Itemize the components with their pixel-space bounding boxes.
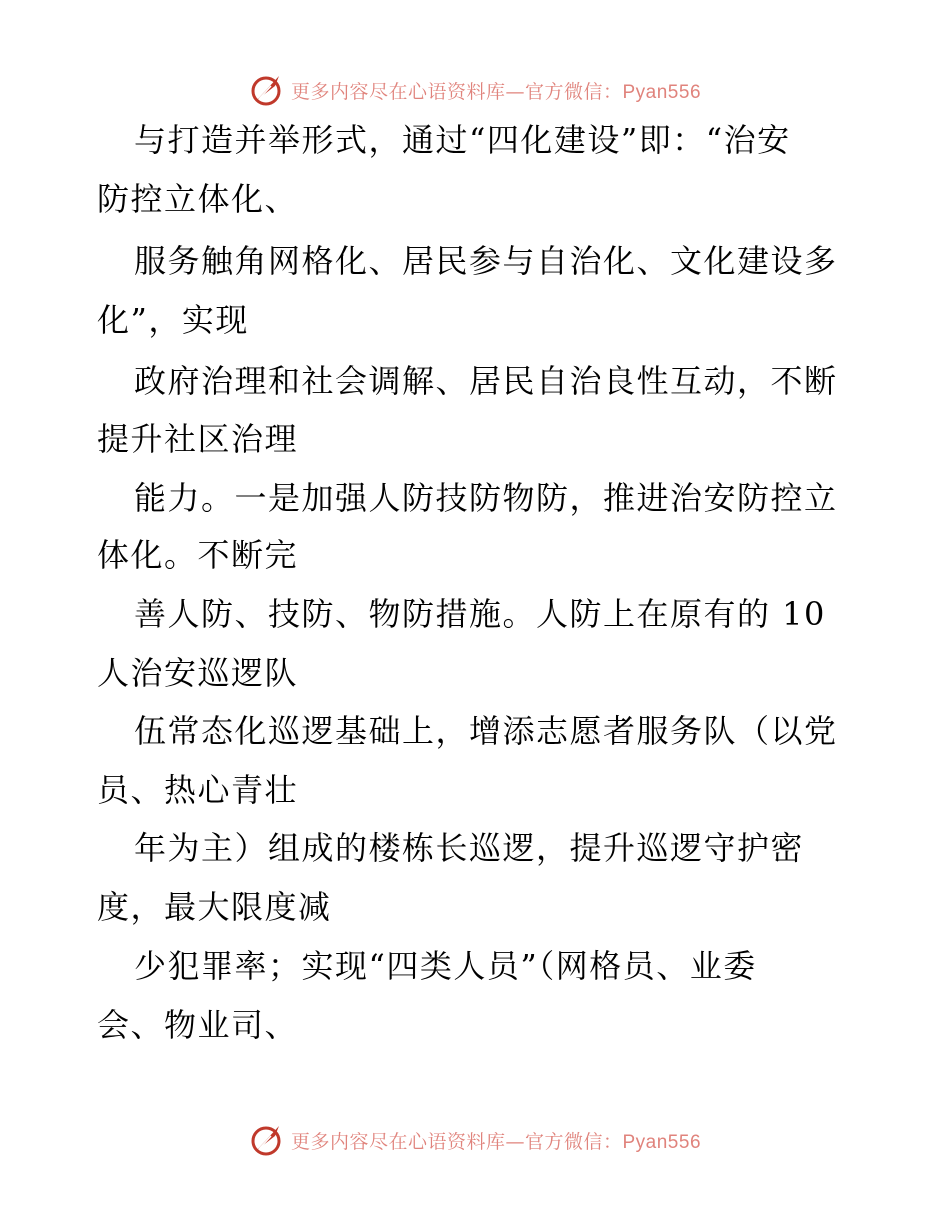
text-line: 能力。一是加强人防技防物防，推进治安防控立 (134, 479, 838, 517)
text-line: 善人防、技防、物防措施。人防上在原有的 10 (134, 595, 826, 633)
text-line: 少犯罪率；实现“四类人员”（网格员、业委 (134, 947, 757, 985)
text-line: 员、热心青壮 (97, 771, 299, 809)
text-line: 服务触角网格化、居民参与自治化、文化建设多 (134, 242, 838, 280)
text-line: 防控立体化、 (97, 180, 299, 218)
text-line: 提升社区治理 (97, 420, 299, 458)
text-line: 度，最大限度减 (97, 888, 332, 926)
footer-watermark (0, 1120, 950, 1160)
watermark-text: 更多内容尽在心语资料库—官方微信：Pyan556 (290, 1130, 702, 1153)
quill-logo-icon (249, 72, 285, 108)
header-watermark (0, 70, 950, 110)
quill-logo-icon (249, 1122, 285, 1158)
text-line: 政府治理和社会调解、居民自治良性互动，不断 (134, 362, 838, 400)
watermark-text: 更多内容尽在心语资料库—官方微信：Pyan556 (290, 80, 702, 103)
text-line: 年为主）组成的楼栋长巡逻，提升巡逻守护密 (134, 829, 805, 867)
text-line: 会、物业司、 (97, 1006, 299, 1044)
text-line: 人治安巡逻队 (97, 654, 299, 692)
text-line: 伍常态化巡逻基础上，增添志愿者服务队（以党 (134, 712, 838, 750)
text-line: 化”，实现 (97, 301, 249, 339)
text-line: 与打造并举形式，通过“四化建设”即：“治安 (134, 121, 791, 159)
text-line: 体化。不断完 (97, 536, 299, 574)
